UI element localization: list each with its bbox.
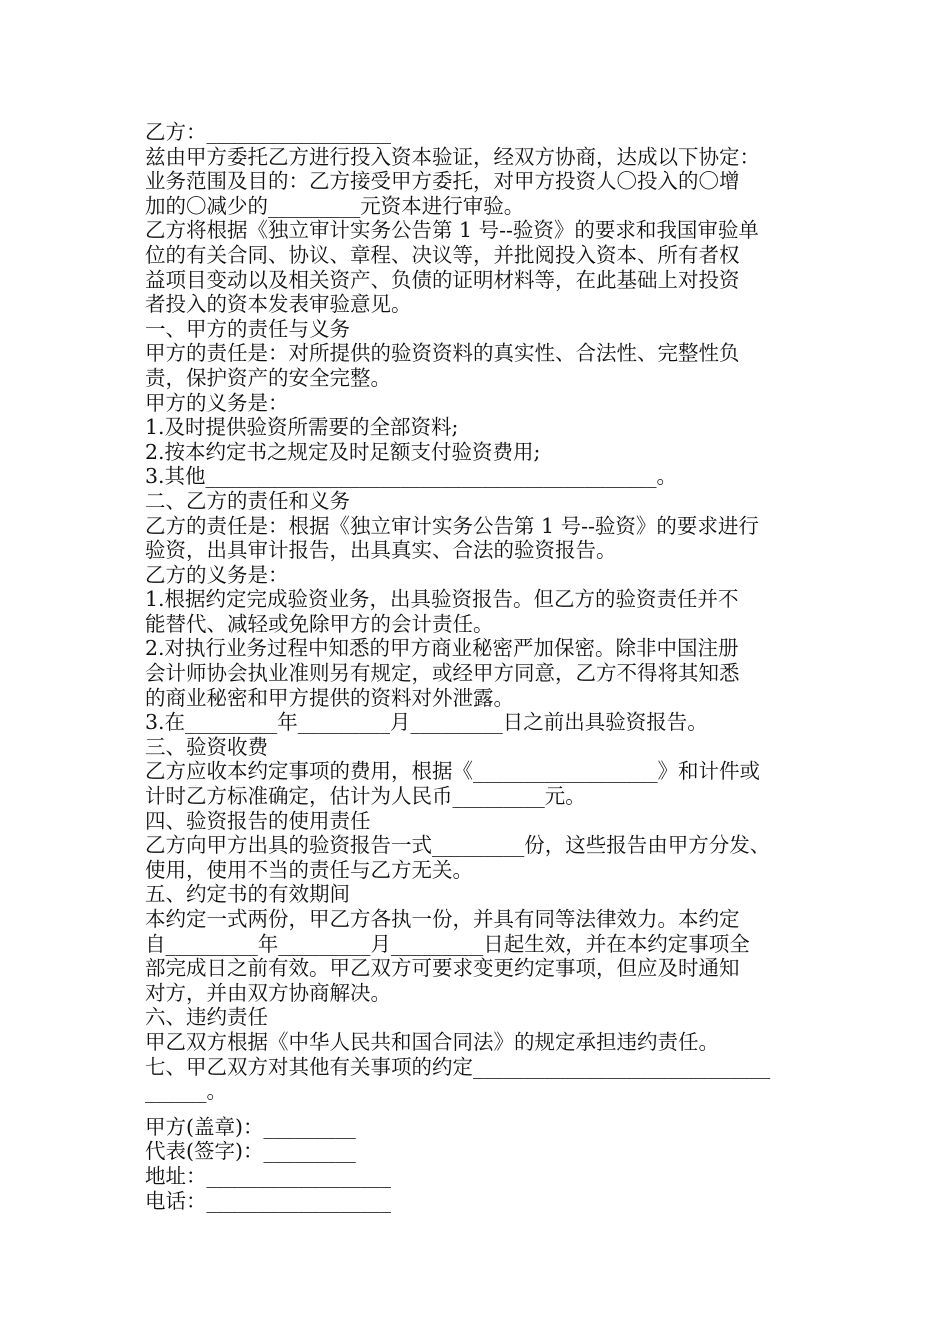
doc-line: 乙方应收本约定事项的费用，根据《__________________》和计件或	[145, 759, 760, 784]
doc-line: 的商业秘密和甲方提供的资料对外泄露。	[145, 685, 514, 710]
doc-line: 乙方：__________________	[145, 120, 391, 144]
doc-line: 计时乙方标准确定，估计为人民币_________元。	[145, 784, 586, 809]
doc-line: 位的有关合同、协议、章程、决议等，并批阅投入资本、所有者权	[145, 242, 740, 267]
doc-line: 1.及时提供验资所需要的全部资料;	[145, 415, 459, 440]
doc-line: 2.按本约定书之规定及时足额支付验资费用;	[145, 439, 541, 464]
doc-line: 乙方将根据《独立审计实务公告第 1 号--验资》的要求和我国审验单	[145, 218, 759, 243]
doc-line: 责，保护资产的安全完整。	[145, 365, 391, 390]
doc-line: 者投入的资本发表审验意见。	[145, 292, 412, 317]
section-heading: 四、验资报告的使用责任	[145, 808, 371, 833]
section-heading: 六、违约责任	[145, 1005, 268, 1030]
doc-line: 兹由甲方委托乙方进行投入资本验证，经双方协商，达成以下协定：	[145, 144, 760, 169]
doc-line: 益项目变动以及相关资产、负债的证明材料等，在此基础上对投资	[145, 267, 740, 292]
doc-line: 3.其他____________________________________________。	[145, 464, 678, 489]
doc-line: 对方，并由双方协商解决。	[145, 980, 391, 1005]
doc-line: 乙方的义务是：	[145, 562, 289, 587]
doc-line: 业务范围及目的：乙方接受甲方委托，对甲方投资人〇投入的〇增	[145, 169, 740, 194]
doc-line: 加的〇减少的_________元资本进行审验。	[145, 193, 525, 218]
doc-line: 会计师协会执业准则另有规定，或经甲方同意，乙方不得将其知悉	[145, 661, 740, 686]
contract-document	[145, 120, 825, 1213]
doc-line: 乙方的责任是：根据《独立审计实务公告第 1 号--验资》的要求进行	[145, 513, 759, 538]
signature-line: 地址：__________________	[145, 1163, 391, 1188]
section-heading: 二、乙方的责任和义务	[145, 488, 350, 513]
doc-line: 能替代、减轻或免除甲方的会计责任。	[145, 611, 494, 636]
section-heading: 三、验资收费	[145, 734, 268, 759]
doc-line: 甲方的责任是：对所提供的验资资料的真实性、合法性、完整性负	[145, 341, 740, 366]
doc-line: 1.根据约定完成验资业务，出具验资报告。但乙方的验资责任并不	[145, 587, 739, 612]
doc-line: 本约定一式两份，甲乙方各执一份，并具有同等法律效力。本约定	[145, 907, 740, 931]
doc-line: 部完成日之前有效。甲乙双方可要求变更约定事项，但应及时通知	[145, 956, 740, 981]
doc-line: 乙方向甲方出具的验资报告一式_________份，这些报告由甲方分发、	[145, 833, 771, 858]
doc-line: 验资，出具审计报告，出具真实、合法的验资报告。	[145, 538, 617, 563]
section-heading: 五、约定书的有效期间	[145, 882, 350, 907]
doc-line: 2.对执行业务过程中知悉的甲方商业秘密严加保密。除非中国注册	[145, 636, 739, 661]
doc-line: 3.在_________年_________月_________日之前出具验资报告。	[145, 710, 708, 735]
doc-line: 甲乙双方根据《中华人民共和国合同法》的规定承担违约责任。	[145, 1029, 719, 1054]
doc-line: 七、甲乙双方对其他有关事项的约定_____________________________	[145, 1054, 771, 1079]
signature-line: 甲方(盖章)：_________	[145, 1114, 356, 1139]
spacer	[145, 1104, 825, 1115]
doc-line: 使用，使用不当的责任与乙方无关。	[145, 857, 473, 882]
section-heading: 一、甲方的责任与义务	[145, 316, 350, 341]
signature-line: 电话：__________________	[145, 1188, 391, 1213]
doc-line: ______。	[145, 1079, 227, 1104]
signature-line: 代表(签字)：_________	[145, 1139, 356, 1164]
doc-line: 自_________年_________月_________日起生效，并在本约定事项全	[145, 931, 750, 956]
doc-line: 甲方的义务是：	[145, 390, 289, 415]
